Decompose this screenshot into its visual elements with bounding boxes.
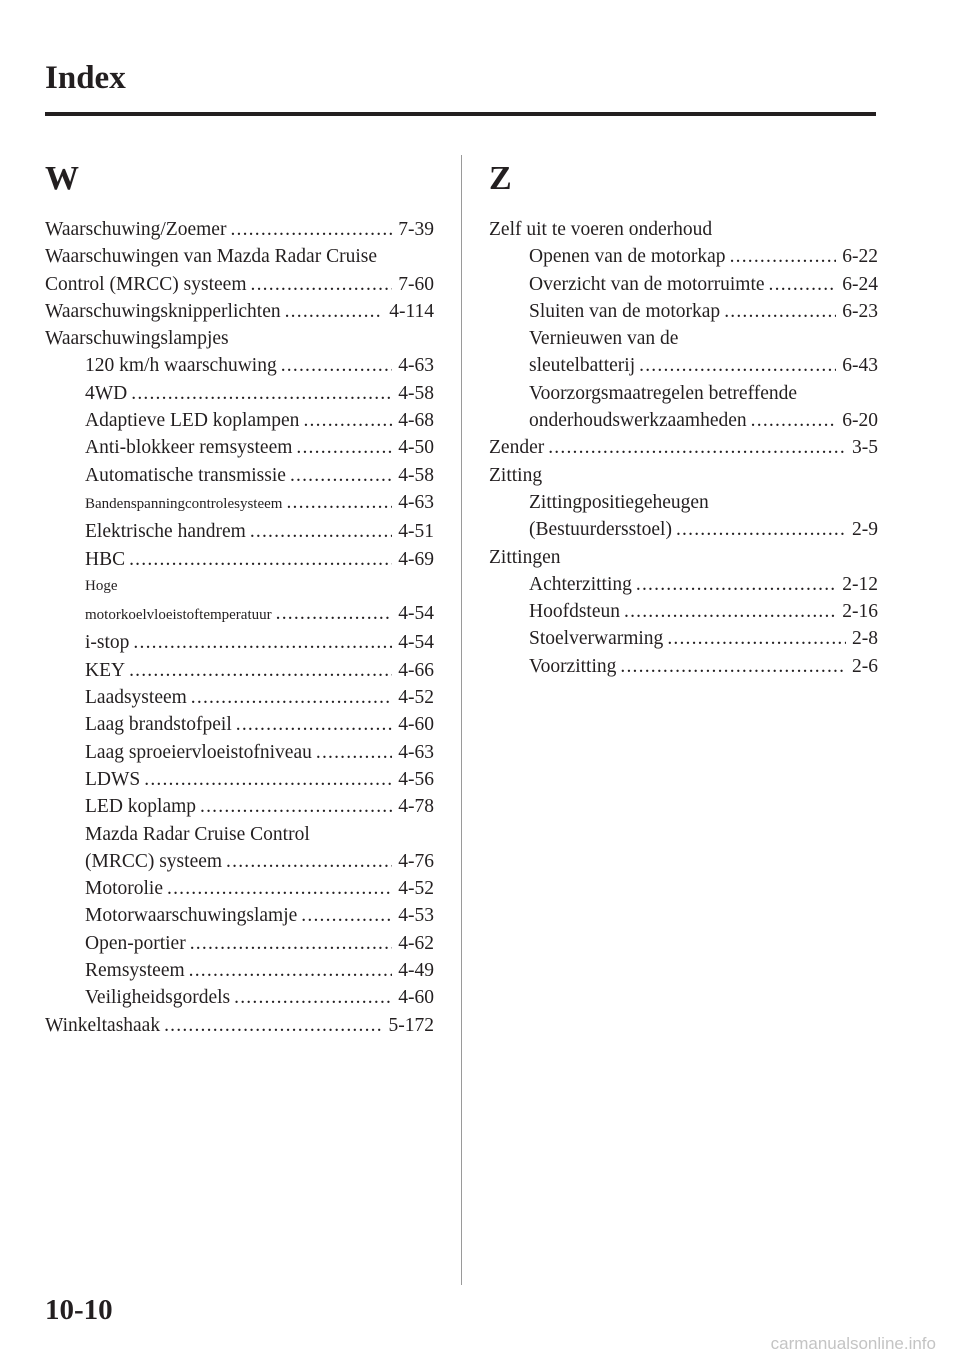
dot-leader [133,629,392,656]
header-rule [45,112,876,116]
index-entry-page: 5-172 [388,1014,434,1036]
index-entry-page: 4-58 [398,382,434,404]
index-entry-text: Anti-blokkeer remsysteem [85,437,293,459]
index-entry-text: HBC [85,548,126,570]
index-subentry [489,598,878,625]
index-entry-text: Achterzitting [529,573,632,595]
index-entry-page: 4-63 [398,491,434,513]
index-subentry: Zittingpositiegeheugen [529,491,709,513]
index-entries-z [489,216,878,680]
index-entry-text: Automatische transmissie [85,464,286,486]
index-entry-page: 2-9 [852,519,878,541]
dot-leader [751,407,837,434]
index-subentry [489,516,878,543]
index-entries-w [45,216,434,1039]
index-subentry: Mazda Radar Cruise Control [85,823,310,845]
index-entry-text: Hoofdsteun [529,601,620,623]
index-subentry [489,298,878,325]
index-entry-page: 2-12 [842,573,878,595]
index-entry-text: Open-portier [85,932,186,954]
index-subentry [45,766,434,793]
index-entry-page: 4-52 [398,687,434,709]
dot-leader [129,546,392,573]
index-entry-text: Laag brandstofpeil [85,714,232,736]
index-entry-page: 4-63 [398,355,434,377]
dot-leader [286,489,392,516]
index-entry-page: 2-8 [852,628,878,650]
index-entry: Waarschuwingen van Mazda Radar Cruise [45,246,377,268]
dot-leader [200,793,392,820]
index-subentry: Voorzorgsmaatregelen betreffende [529,382,798,404]
index-entry-page: 3-5 [852,437,878,459]
index-entry-text: Waarschuwingsknipperlichten [45,300,281,322]
index-entry-page: 4-63 [398,741,434,763]
index-subentry [45,489,434,518]
index-subentry [489,271,878,298]
index-entry-page: 7-39 [398,219,434,240]
index-entry-text: i-stop [85,632,130,654]
index-column-z [489,158,878,680]
index-entry-text: Laag sproeiervloeistofniveau [85,741,312,763]
index-subentry [45,793,434,820]
index-entry-text: Openen van de motorkap [529,246,726,268]
index-entry-text: Veiligheidsgordels [85,987,231,1009]
index-entry-text: (MRCC) systeem [85,850,223,872]
dot-leader [667,625,846,652]
index-entry-page: 6-23 [842,300,878,322]
index-entry-text: Voorzitting [529,655,617,677]
dot-leader [624,598,836,625]
index-entry-text: Winkeltashaak [45,1014,161,1036]
dot-leader [250,518,392,545]
index-subentry: Hoge [85,577,118,594]
index-entry-text: Waarschuwing/Zoemer [45,219,227,240]
index-entry [45,216,434,243]
dot-leader [234,984,392,1011]
index-entry-page: 4-51 [398,521,434,543]
index-entry [489,434,878,461]
index-entry-text: Remsysteem [85,960,185,982]
dot-leader [190,930,393,957]
index-subentry [45,657,434,684]
index-entry [45,271,434,298]
dot-leader [230,216,392,243]
dot-leader [167,875,392,902]
column-divider [461,155,462,1285]
index-subentry [45,546,434,573]
index-column-w [45,158,434,1039]
index-subentry [45,957,434,984]
index-entry-page: 4-49 [398,960,434,982]
index-entry-page: 4-58 [398,464,434,486]
index-entry-text: Stoelverwarming [529,628,664,650]
index-entry-page: 4-52 [398,878,434,900]
index-entry-text: Sluiten van de motorkap [529,300,721,322]
index-entry-text: KEY [85,659,126,681]
index-subentry [45,848,434,875]
index-entry-page: 4-114 [389,300,434,322]
index-entry-text: Motorolie [85,878,163,900]
index-entry-text: 120 km/h waarschuwing [85,355,277,377]
index-entry-page: 4-56 [398,768,434,790]
dot-leader [129,657,392,684]
dot-leader [636,571,836,598]
dot-leader [131,380,392,407]
index-entry-text: onderhoudswerkzaamheden [529,410,747,432]
index-entry-text: Motorwaarschuwingslamje [85,905,298,927]
index-subentry [45,875,434,902]
index-subentry [45,629,434,656]
dot-leader [296,434,392,461]
dot-leader [548,434,846,461]
index-subentry [489,625,878,652]
index-entry-page: 4-66 [398,659,434,681]
index-entry-page: 6-24 [842,273,878,295]
dot-leader [639,352,836,379]
index-entry-page: 4-62 [398,932,434,954]
dot-leader [226,848,392,875]
index-entry-page: 4-54 [398,603,434,625]
dot-leader [281,352,393,379]
index-subentry [45,434,434,461]
index-subentry [489,352,878,379]
dot-leader [251,271,393,298]
index-entry-text: Bandenspanningcontrolesysteem [85,495,283,512]
index-entry-page: 4-54 [398,632,434,654]
index-entry-page: 4-76 [398,850,434,872]
page-title: Index [45,60,126,96]
index-entry: Zitting [489,464,543,486]
index-entry-text: Overzicht van de motorruimte [529,273,765,295]
index-entry-text: (Bestuurdersstoel) [529,519,672,541]
dot-leader [676,516,846,543]
index-entry-page: 2-16 [842,601,878,623]
index-entry-page: 2-6 [852,655,878,677]
dot-leader [730,243,837,270]
index-entry [45,1012,434,1039]
index-entry-text: LDWS [85,768,141,790]
index-subentry [45,711,434,738]
index-subentry [489,571,878,598]
index-entry-text: Laadsysteem [85,687,187,709]
dot-leader [276,600,393,627]
index-subentry [45,684,434,711]
dot-leader [620,653,846,680]
index-entry-page: 4-60 [398,987,434,1009]
dot-leader [301,902,392,929]
section-letter-z: Z [489,160,512,197]
dot-leader [285,298,384,325]
index-entry: Zelf uit te voeren onderhoud [489,219,713,240]
index-subentry [45,352,434,379]
index-entry-text: sleutelbatterij [529,355,636,377]
dot-leader [236,711,393,738]
index-entry-page: 4-53 [398,905,434,927]
dot-leader [189,957,393,984]
section-letter-w: W [45,160,79,197]
dot-leader [164,1012,382,1039]
index-entry-text: Control (MRCC) systeem [45,273,247,295]
index-subentry [45,930,434,957]
watermark: carmanualsonline.info [770,1334,936,1353]
index-entry [45,298,434,325]
index-subentry [45,407,434,434]
index-subentry: Vernieuwen van de [529,328,679,350]
index-entry-text: motorkoelvloeistoftemperatuur [85,607,272,624]
dot-leader [724,298,836,325]
index-entry-page: 4-69 [398,548,434,570]
index-entry-page: 6-43 [842,355,878,377]
index-subentry [45,984,434,1011]
index-subentry [45,380,434,407]
index-entry-text: LED koplamp [85,796,197,818]
index-entry-text: Adaptieve LED koplampen [85,410,300,432]
index-entry-page: 6-20 [842,410,878,432]
index-entry-text: Zender [489,437,545,459]
dot-leader [290,462,392,489]
dot-leader [144,766,392,793]
page-number: 10-10 [45,1294,113,1326]
index-entry-page: 4-50 [398,437,434,459]
dot-leader [769,271,837,298]
index-subentry [45,518,434,545]
index-entry-page: 4-78 [398,796,434,818]
index-entry-page: 6-22 [842,246,878,268]
index-entry-page: 7-60 [398,273,434,295]
dot-leader [191,684,392,711]
index-subentry [45,462,434,489]
index-entry: Waarschuwingslampjes [45,328,229,350]
index-entry-text: 4WD [85,382,128,404]
index-subentry [45,902,434,929]
dot-leader [316,739,392,766]
index-subentry [489,407,878,434]
index-subentry [45,600,434,629]
index-entry-page: 4-60 [398,714,434,736]
index-subentry [489,243,878,270]
index-entry: Zittingen [489,546,561,568]
index-subentry [45,739,434,766]
dot-leader [303,407,392,434]
index-subentry [489,653,878,680]
index-entry-text: Elektrische handrem [85,521,246,543]
index-entry-page: 4-68 [398,410,434,432]
